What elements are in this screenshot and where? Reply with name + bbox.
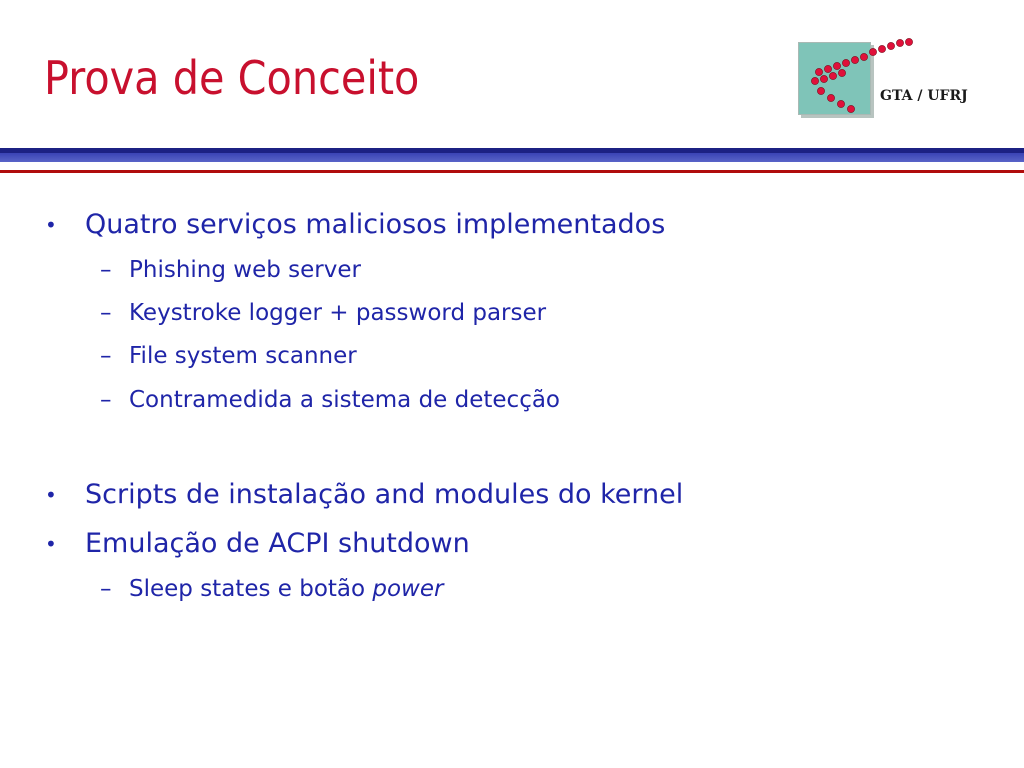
- dash-marker: –: [100, 387, 112, 413]
- bullet-text: Scripts de instalação and modules do kernel: [85, 479, 684, 510]
- bullet-text: Emulação de ACPI shutdown: [85, 528, 470, 559]
- gta-ufrj-logo: [795, 38, 1020, 118]
- dash-marker: –: [100, 343, 112, 369]
- bullet-marker: •: [45, 213, 57, 237]
- bullet-marker: •: [45, 532, 57, 556]
- dash-marker: –: [100, 300, 112, 326]
- sub-text: File system scanner: [129, 343, 357, 369]
- header-rule-blue-light: [0, 153, 1024, 162]
- sub-text-emphasis: power: [372, 576, 444, 602]
- sub-text-plain: Sleep states e botão: [129, 576, 373, 602]
- bullet-marker: •: [45, 483, 57, 507]
- header-rule-red: [0, 170, 1024, 173]
- sub-text: [129, 574, 443, 604]
- slide-title: Prova de Conceito: [44, 51, 420, 105]
- bullet-text: Quatro serviços maliciosos implementados: [85, 209, 666, 240]
- sub-text: Phishing web server: [129, 257, 361, 283]
- sub-text: Contramedida a sistema de detecção: [129, 387, 561, 413]
- dash-marker: –: [100, 576, 112, 602]
- logo-text: GTA / UFRJ: [880, 88, 968, 104]
- dash-marker: –: [100, 257, 112, 283]
- sub-text: Keystroke logger + password parser: [129, 300, 547, 326]
- logo-dots-icon: [795, 38, 1020, 118]
